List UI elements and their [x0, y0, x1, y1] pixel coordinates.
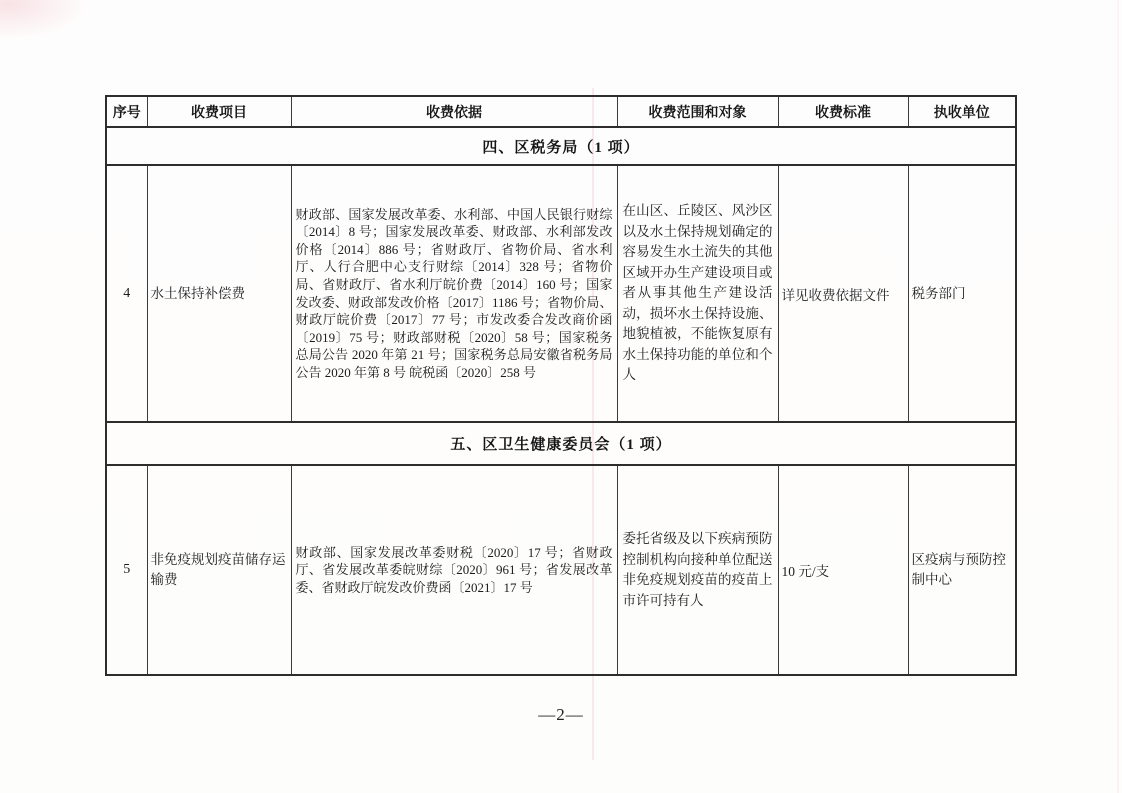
scan-artifact-corner: [0, 0, 90, 40]
section-row-health-commission: [106, 422, 1016, 465]
scan-artifact-right-edge: [1117, 0, 1119, 793]
table-header-row: [106, 96, 1016, 127]
section-title: 五、区卫生健康委员会（1 项）: [106, 422, 1016, 465]
cell-fee-item: 非免疫规划疫苗储存运输费: [147, 465, 291, 675]
col-header-fee-basis: 收费依据: [291, 96, 617, 127]
col-header-serial: 序号: [106, 96, 147, 127]
table-row: [106, 465, 1016, 675]
table-row: [106, 165, 1016, 422]
page-number: —2—: [538, 705, 584, 724]
section-row-tax-bureau: [106, 127, 1016, 165]
cell-serial: 4: [106, 165, 147, 422]
cell-collecting-unit: 区疫病与预防控制中心: [908, 465, 1016, 675]
fee-table: [105, 95, 1017, 676]
cell-collecting-unit: 税务部门: [908, 165, 1016, 422]
cell-fee-basis: 财政部、国家发展改革委财税〔2020〕17 号；省财政厅、省发展改革委皖财综〔2020〕961 号；省发展改革委、省财政厅皖发改价费函〔2021〕17 号: [291, 465, 617, 675]
cell-fee-scope: 在山区、丘陵区、风沙区以及水土保持规划确定的容易发生水土流失的其他区域开办生产建设项目或者从事其他生产建设活动，损坏水土保持设施、地貌植被，不能恢复原有水土保持功能的单位和个人: [617, 165, 778, 422]
cell-fee-item: 水土保持补偿费: [147, 165, 291, 422]
section-title: 四、区税务局（1 项）: [106, 127, 1016, 165]
col-header-fee-scope: 收费范围和对象: [617, 96, 778, 127]
cell-serial: 5: [106, 465, 147, 675]
cell-fee-standard: 10 元/支: [778, 465, 908, 675]
cell-fee-scope: 委托省级及以下疾病预防控制机构向接种单位配送非免疫规划疫苗的疫苗上市许可持有人: [617, 465, 778, 675]
cell-fee-basis: 财政部、国家发展改革委、水利部、中国人民银行财综〔2014〕8 号；国家发展改革委、财政部、水利部发改价格〔2014〕886 号；省财政厅、省物价局、省水利厅、人行合肥中心支行财综〔2014〕328 号；省物价局、省财政厅、省水利厅皖价费〔2014〕160 号；国家发改委、财政部发改价格〔2017〕1186 号；省物价局、财政厅皖价费〔2017〕77 号；市发改委合发改商价函〔2019〕75 号；财政部财税〔2020〕58 号；国家税务总局公告 2020 年第 21 号；国家税务总局安徽省税务局公告 2020 年第 8 号 皖税函〔2020〕258 号: [291, 165, 617, 422]
col-header-collecting-unit: 执收单位: [908, 96, 1016, 127]
cell-fee-standard: 详见收费依据文件: [778, 165, 908, 422]
col-header-fee-standard: 收费标准: [778, 96, 908, 127]
col-header-fee-item: 收费项目: [147, 96, 291, 127]
